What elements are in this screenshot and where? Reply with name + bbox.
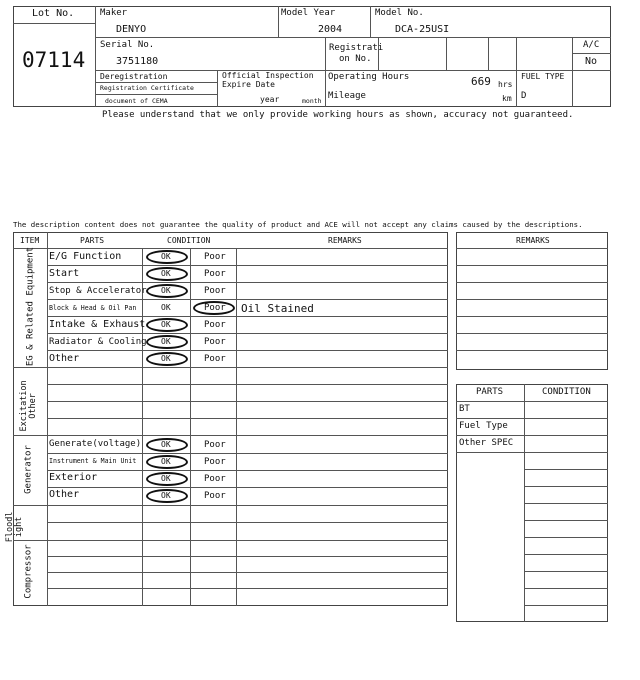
- gen-part-2: Exterior: [49, 472, 98, 483]
- registration-certificate-label: Registration Certificate: [100, 84, 194, 92]
- year-label: year: [260, 95, 280, 104]
- model-year-label: Model Year: [281, 8, 336, 18]
- registration-label-1: Registrati: [329, 43, 384, 53]
- gen-poor-1: Poor: [204, 457, 226, 467]
- spec-row-fuel-type: Fuel Type: [459, 421, 508, 431]
- gen-poor-2: Poor: [204, 474, 226, 484]
- eg-poor-6: Poor: [204, 354, 226, 364]
- operating-hours-value: 669: [471, 75, 491, 88]
- eg-poor-2: Poor: [204, 286, 226, 296]
- section-excitation-label: Excitation Other: [19, 380, 38, 432]
- eg-poor-1: Poor: [204, 269, 226, 279]
- eg-remark-3: Oil Stained: [241, 302, 314, 315]
- eg-poor-5: Poor: [204, 337, 226, 347]
- cema-doc-label: document of CEMA: [105, 97, 168, 105]
- gen-ok-0: OK: [161, 440, 171, 449]
- lot-no-label: Lot No.: [32, 8, 75, 19]
- eg-poor-3: Poor: [204, 303, 226, 313]
- gen-poor-0: Poor: [204, 440, 226, 450]
- hours-note: Please understand that we only provide working hours as shown, accuracy not guaranteed.: [102, 110, 574, 120]
- mileage-label: Mileage: [328, 91, 366, 101]
- section-compressor-label: Compressor: [23, 544, 34, 599]
- maker-value: DENYO: [116, 24, 147, 35]
- section-floodlight-label: Floodl ight: [5, 511, 24, 543]
- eg-part-4: Intake & Exhaust: [49, 319, 146, 330]
- fuel-type-label: FUEL TYPE: [521, 72, 565, 81]
- eg-part-3: Block & Head & Oil Pan: [49, 304, 137, 312]
- spec-condition-header: CONDITION: [542, 387, 591, 397]
- item-header: ITEM: [20, 236, 40, 245]
- eg-ok-0: OK: [161, 252, 171, 261]
- model-no-label: Model No.: [375, 8, 424, 18]
- eg-ok-1: OK: [161, 269, 171, 278]
- registration-label-2: on No.: [339, 54, 372, 64]
- eg-part-0: E/G Function: [49, 251, 122, 262]
- month-label: month: [302, 97, 322, 105]
- parts-header: PARTS: [80, 236, 105, 245]
- gen-ok-2: OK: [161, 474, 171, 483]
- gen-part-0: Generate(voltage): [49, 439, 142, 449]
- eg-poor-4: Poor: [204, 320, 226, 330]
- official-inspection-label-1: Official Inspection: [222, 71, 314, 80]
- spec-row-bt: BT: [459, 404, 470, 414]
- hrs-label: hrs: [498, 80, 513, 89]
- gen-ok-3: OK: [161, 491, 171, 500]
- eg-poor-0: Poor: [204, 252, 226, 262]
- eg-part-1: Start: [49, 268, 80, 279]
- section-generator-label: Generator: [23, 445, 34, 494]
- deregistration-label: Deregistration: [100, 72, 168, 81]
- eg-ok-5: OK: [161, 337, 171, 346]
- operating-hours-label: Operating Hours: [328, 72, 410, 82]
- eg-ok-4: OK: [161, 320, 171, 329]
- eg-ok-6: OK: [161, 354, 171, 363]
- fuel-type-value: D: [521, 91, 527, 101]
- eg-part-6: Other: [49, 353, 80, 364]
- eg-part-5: Radiator & Cooling: [49, 337, 147, 347]
- condition-header: CONDITION: [167, 236, 211, 245]
- remarks-right-header: REMARKS: [516, 236, 550, 245]
- gen-poor-3: Poor: [204, 491, 226, 501]
- serial-no-label: Serial No.: [100, 40, 155, 50]
- km-label: km: [502, 94, 512, 103]
- model-no-value: DCA-25USI: [395, 24, 450, 35]
- model-year-value: 2004: [318, 24, 343, 35]
- spec-row-other-spec: Other SPEC: [459, 438, 514, 448]
- ac-value: No: [585, 56, 598, 67]
- section-eg-label: EG & Related Equipment: [25, 246, 36, 367]
- gen-part-1: Instrument & Main Unit: [49, 457, 137, 465]
- serial-no-value: 3751180: [116, 56, 159, 67]
- disclaimer: The description content does not guarantee the quality of product and ACE will not accept any claims caused by the descriptions.: [13, 220, 583, 229]
- official-inspection-label-2: Expire Date: [222, 80, 275, 89]
- ac-label: A/C: [583, 40, 600, 50]
- spec-parts-header: PARTS: [476, 387, 504, 397]
- eg-ok-3: OK: [161, 303, 171, 312]
- eg-part-2: Stop & Accelerator: [49, 286, 147, 296]
- gen-ok-1: OK: [161, 457, 171, 466]
- eg-ok-2: OK: [161, 286, 171, 295]
- lot-no-value: 07114: [22, 48, 86, 72]
- maker-label: Maker: [100, 8, 128, 18]
- gen-part-3: Other: [49, 489, 80, 500]
- remarks-header: REMARKS: [328, 236, 362, 245]
